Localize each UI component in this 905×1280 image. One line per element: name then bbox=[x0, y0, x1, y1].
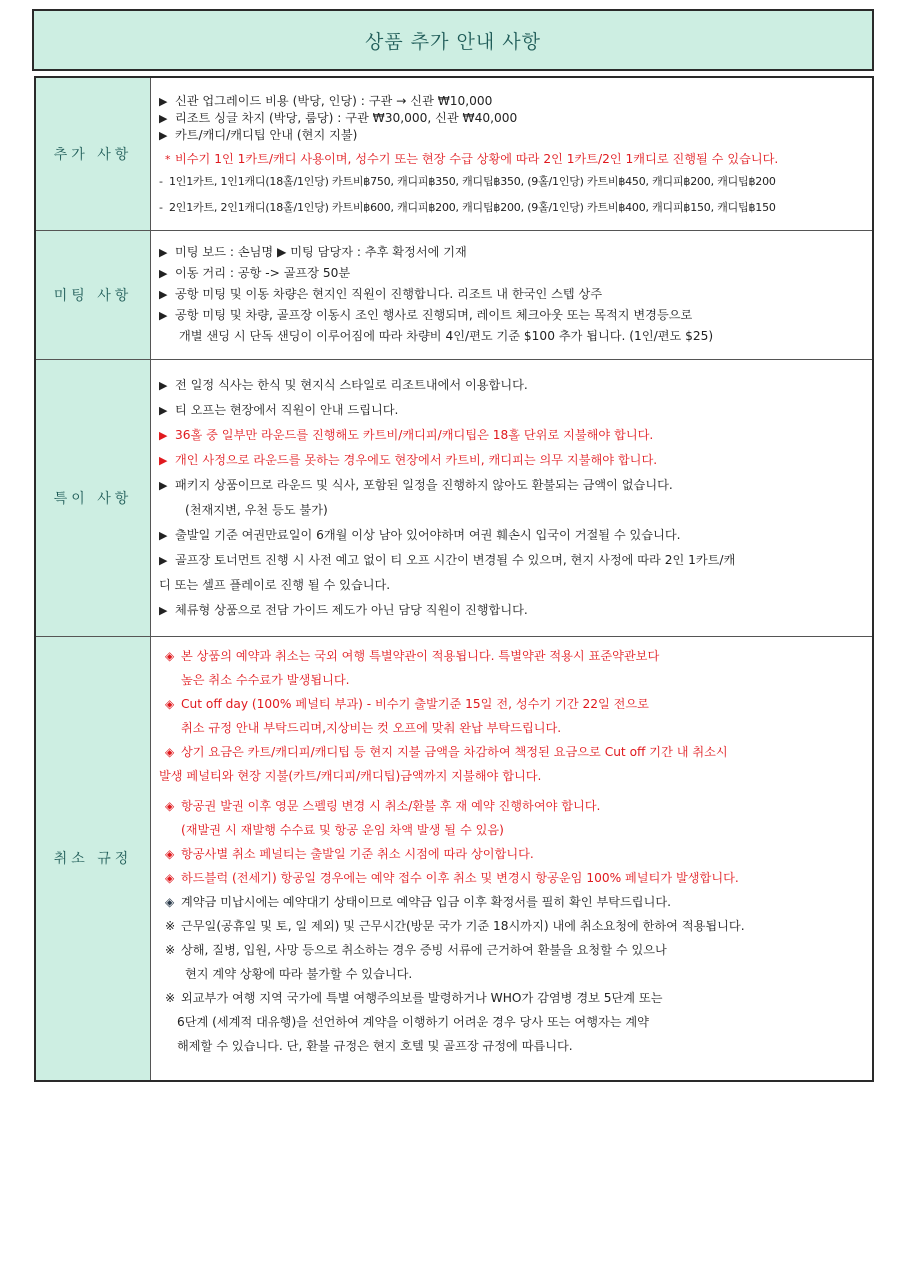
reference-mark-icon: ※ bbox=[165, 919, 176, 934]
section-label-meeting: 미팅 사항 bbox=[35, 230, 151, 359]
list-item-continuation: 개별 샌딩 시 단독 샌딩이 이루어짐에 따라 차량비 4인/편도 기준 $100 추가 됩니다. (1인/편도 $25) bbox=[179, 329, 714, 343]
list-item: ▶ 체류형 상품으로 전담 가이드 제도가 아닌 담당 직원이 진행합니다. bbox=[159, 598, 864, 623]
list-item: ▶ 신관 업그레이드 비용 (박당, 인당) : 구관 → 신관 ₩10,000 bbox=[159, 93, 493, 108]
triangle-bullet-icon: ▶ bbox=[159, 378, 168, 392]
price-row-1p: - 1인1카트, 1인1캐디(18홀/1인당) 카트비฿750, 캐디피฿350, 캐디팁฿350, (9홀/1인당) 카트비฿450, 캐디피฿200, 캐디팁฿200 bbox=[159, 173, 864, 191]
diamond-bullet-icon: ◈ bbox=[165, 697, 175, 712]
list-item-warning: ▶ 36홀 중 일부만 라운드를 진행해도 카트비/캐디피/캐디팁은 18홀 단위로 지불해야 합니다. bbox=[159, 423, 864, 448]
list-item: ▶ 카트/캐디/캐디팁 안내 (현지 지불) bbox=[159, 127, 358, 142]
list-item: ▶ 티 오프는 현장에서 직원이 안내 드립니다. bbox=[159, 398, 864, 423]
warning-note: * 비수기 1인 1카트/캐디 사용이며, 성수기 또는 현장 수급 상황에 따라 2인 1카트/2인 1캐디로 진행될 수 있습니다. bbox=[159, 150, 864, 169]
asterisk-icon: * bbox=[165, 152, 171, 166]
list-item: ▶ 출발일 기준 여권만료일이 6개월 이상 남아 있어야하며 여권 훼손시 입국이 거절될 수 있습니다. bbox=[159, 523, 864, 548]
section-cancel bbox=[35, 636, 873, 1081]
list-item: ▶ 이동 거리 : 공항 -> 골프장 50분 bbox=[159, 263, 864, 284]
title-banner bbox=[32, 9, 874, 71]
list-item: ※ 근무일(공휴일 및 토, 일 제외) 및 근무시간(방문 국가 기준 18시까지) 내에 취소요청에 한하여 적용됩니다. bbox=[159, 914, 864, 938]
list-item: ※ 외교부가 여행 지역 국가에 특별 여행주의보를 발령하거나 WHO가 감염병 경보 5단계 또는 bbox=[159, 986, 864, 1010]
section-meeting bbox=[35, 230, 873, 359]
list-item-continuation: 높은 취소 수수료가 발생됩니다. bbox=[181, 673, 350, 688]
list-item-warning: ◈ 상기 요금은 카트/캐디피/캐디팁 등 현지 지불 금액을 차감하여 책정된 요금으로 Cut off 기간 내 취소시 bbox=[159, 740, 864, 764]
section-extra bbox=[35, 77, 873, 230]
list-item-warning: ▶ 개인 사정으로 라운드를 못하는 경우에도 현장에서 카트비, 캐디피는 의무 지불해야 합니다. bbox=[159, 448, 864, 473]
triangle-bullet-icon: ▶ bbox=[159, 309, 168, 322]
dash-icon: - bbox=[159, 200, 163, 214]
triangle-bullet-icon: ▶ bbox=[159, 528, 168, 542]
list-item: ▶ 전 일정 식사는 한식 및 현지식 스타일로 리조트내에서 이용합니다. bbox=[159, 373, 864, 398]
list-item-warning: ◈ 하드블럭 (전세기) 항공일 경우에는 예약 접수 이후 취소 및 변경시 항공운임 100% 페널티가 발생합니다. bbox=[159, 866, 864, 890]
list-item-continuation: 현지 계약 상황에 따라 불가할 수 있습니다. bbox=[185, 967, 413, 982]
list-item-continuation: 발생 페널티와 현장 지불(카트/캐디피/캐디팁)금액까지 지불해야 합니다. bbox=[159, 769, 542, 784]
section-content-extra bbox=[151, 77, 874, 230]
list-item: ▶ 리조트 싱글 차지 (박당, 룸당) : 구관 ₩30,000, 신관 ₩40,000 bbox=[159, 110, 518, 125]
list-item-warning: ◈ 본 상품의 예약과 취소는 국외 여행 특별약관이 적용됩니다. 특별약관 적용시 표준약관보다 bbox=[159, 644, 864, 668]
list-item: ▶ 패키지 상품이므로 라운드 및 식사, 포함된 일정을 진행하지 않아도 환불되는 금액이 없습니다. bbox=[159, 473, 864, 498]
dash-icon: - bbox=[159, 174, 163, 188]
triangle-bullet-icon: ▶ bbox=[159, 128, 168, 142]
list-item-continuation: 해제할 수 있습니다. 단, 환불 규정은 현지 호텔 및 골프장 규정에 따릅니다. bbox=[177, 1039, 573, 1054]
list-item-warning: ◈ Cut off day (100% 페널티 부과) - 비수기 출발기준 15일 전, 성수기 기간 22일 전으로 bbox=[159, 692, 864, 716]
triangle-bullet-icon: ▶ bbox=[159, 478, 168, 492]
list-item: ▶ 골프장 토너먼트 진행 시 사전 예고 없이 티 오프 시간이 변경될 수 있으며, 현지 사정에 따라 2인 1카트/캐 bbox=[159, 548, 864, 573]
reference-mark-icon: ※ bbox=[165, 943, 176, 958]
triangle-bullet-icon: ▶ bbox=[159, 428, 168, 442]
triangle-bullet-icon: ▶ bbox=[159, 603, 168, 617]
list-item: ▶ 공항 미팅 및 차량, 골프장 이동시 조인 행사로 진행되며, 레이트 체크아웃 또는 목적지 변경등으로 bbox=[159, 305, 864, 326]
section-label-extra: 추가 사항 bbox=[35, 77, 151, 230]
list-item-warning: ◈ 항공권 발권 이후 영문 스펠링 변경 시 취소/환불 후 재 예약 진행하여야 합니다. bbox=[159, 794, 864, 818]
list-item: ※ 상해, 질병, 입원, 사망 등으로 취소하는 경우 증빙 서류에 근거하여 환불을 요청할 수 있으나 bbox=[159, 938, 864, 962]
triangle-bullet-icon: ▶ bbox=[159, 111, 168, 125]
diamond-bullet-icon: ◈ bbox=[165, 895, 175, 910]
price-row-2p: - 2인1카트, 2인1캐디(18홀/1인당) 카트비฿600, 캐디피฿200, 캐디팁฿200, (9홀/1인당) 카트비฿400, 캐디피฿150, 캐디팁฿150 bbox=[159, 199, 864, 217]
triangle-bullet-icon: ▶ bbox=[159, 267, 168, 280]
diamond-bullet-icon: ◈ bbox=[165, 649, 175, 664]
info-table bbox=[34, 76, 874, 1082]
list-item: ▶ 공항 미팅 및 이동 차량은 현지인 직원이 진행합니다. 리조트 내 한국인 스텝 상주 bbox=[159, 284, 864, 305]
list-item-continuation: 6단계 (세계적 대유행)을 선언하여 계약을 이행하기 어려운 경우 당사 또는 여행자는 계약 bbox=[177, 1015, 649, 1030]
list-item: ◈ 계약금 미납시에는 예약대기 상태이므로 예약금 입금 이후 확정서를 필히 확인 부탁드립니다. bbox=[159, 890, 864, 914]
list-item-continuation: (재발권 시 재발행 수수료 및 항공 운임 차액 발생 될 수 있음) bbox=[181, 823, 504, 838]
diamond-bullet-icon: ◈ bbox=[165, 745, 175, 760]
diamond-bullet-icon: ◈ bbox=[165, 871, 175, 886]
triangle-bullet-icon: ▶ bbox=[159, 403, 168, 417]
triangle-bullet-icon: ▶ bbox=[159, 553, 168, 567]
section-content-meeting bbox=[151, 230, 874, 359]
section-label-special: 특이 사항 bbox=[35, 359, 151, 636]
reference-mark-icon: ※ bbox=[165, 991, 176, 1006]
list-item-continuation: (천재지변, 우천 등도 불가) bbox=[185, 502, 328, 517]
triangle-bullet-icon: ▶ bbox=[159, 246, 168, 259]
list-item-continuation: 디 또는 셀프 플레이로 진행 될 수 있습니다. bbox=[159, 577, 391, 592]
section-content-cancel bbox=[151, 636, 874, 1081]
diamond-bullet-icon: ◈ bbox=[165, 847, 175, 862]
section-content-special bbox=[151, 359, 874, 636]
triangle-bullet-icon: ▶ bbox=[159, 94, 168, 108]
list-item: ▶ 미팅 보드 : 손님명 ▶ 미팅 담당자 : 추후 확정서에 기재 bbox=[159, 242, 864, 263]
section-label-cancel: 취소 규정 bbox=[35, 636, 151, 1081]
triangle-bullet-icon: ▶ bbox=[159, 288, 168, 301]
list-item-continuation: 취소 규정 안내 부탁드리며,지상비는 컷 오프에 맞춰 완납 부탁드립니다. bbox=[181, 721, 562, 736]
list-item-warning: ◈ 항공사별 취소 페널티는 출발일 기준 취소 시점에 따라 상이합니다. bbox=[159, 842, 864, 866]
section-special bbox=[35, 359, 873, 636]
triangle-bullet-icon: ▶ bbox=[159, 453, 168, 467]
diamond-bullet-icon: ◈ bbox=[165, 799, 175, 814]
page-title: 상품 추가 안내 사항 bbox=[365, 30, 541, 53]
